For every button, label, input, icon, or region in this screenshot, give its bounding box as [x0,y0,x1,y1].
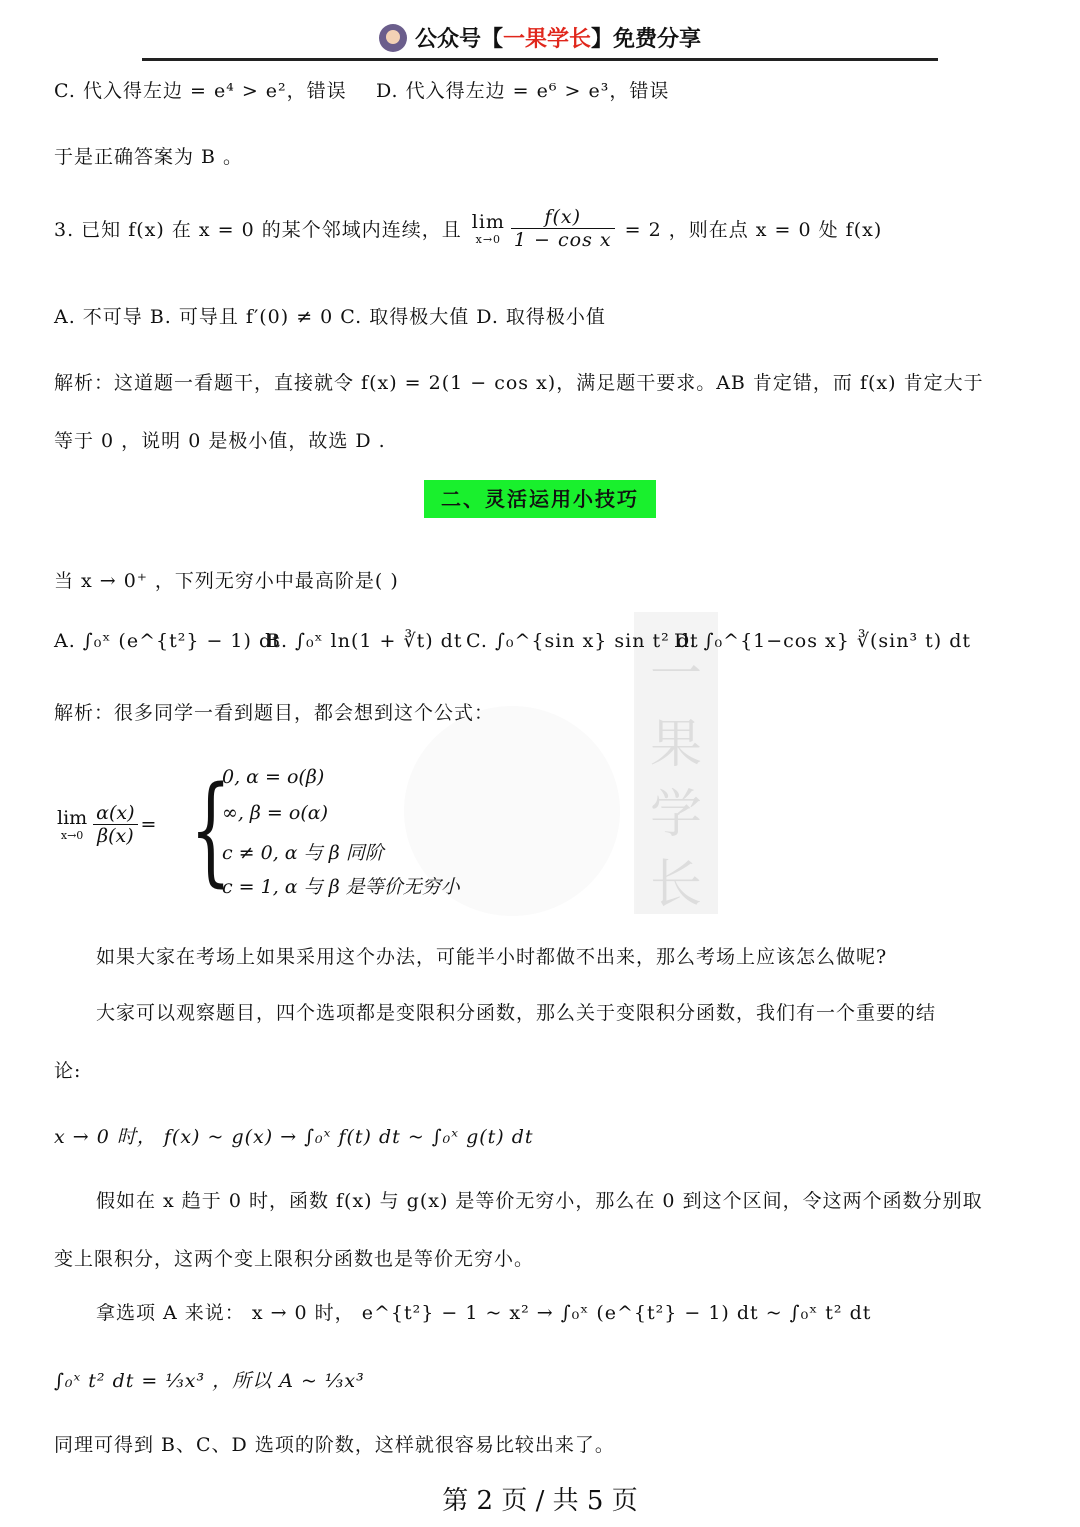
formula-left: lim x→0 $\frac{\alpha(x)}{\beta(x)}$ = [57,802,157,847]
header-lbracket: 【 [480,27,503,52]
formula-numerator: α(x) [93,802,137,825]
paragraph-5: ∫₀ˣ t² dt = ⅓x³ ，所以 A ~ ⅓x³ [54,1370,365,1392]
paragraph-1: 如果大家在考场上如果采用这个办法，可能半小时都做不出来，那么考场上应该怎么做呢? [96,946,888,968]
q3-lim-sub: x→0 [475,233,502,246]
q3-denominator: 1 − cos x [513,229,612,251]
q3-lim-word: lim [471,211,505,233]
q3-options: A. 不可导 B. 可导且 f′(0) ≠ 0 C. 取得极大值 D. 取得极小值 [54,306,606,328]
q3-numerator: f(x) [511,206,615,229]
paragraph-3-cont: 变上限积分，这两个变上限积分函数也是等价无穷小。 [54,1248,535,1270]
q4-option-b: B. ∫₀ˣ ln(1 + ∛t) dt [266,630,463,652]
analysis-line-2: 等于 0 ，说明 0 是极小值，故选 D . [54,430,386,452]
conclusion-formula: x → 0 时， f(x) ~ g(x) → ∫₀ˣ f(t) dt ~ ∫₀ˣ g(t) dt [54,1126,534,1148]
option-c-line: C. 代入得左边 = e⁴ > e²，错误 [54,80,347,102]
question-3 [54,206,882,251]
case-1: 0, α = o(β) [222,766,325,788]
header-rbracket: 】 [591,27,614,52]
paragraph-3: 假如在 x 趋于 0 时，函数 f(x) 与 g(x) 是等价无穷小，那么在 0 到这个区间，令这两个函数分别取 [96,1190,983,1212]
paragraph-2-cont: 论: [54,1060,82,1082]
header-prefix: 公众号 [414,27,481,52]
avatar-icon [379,24,407,52]
formula-lim-sub: x→0 [60,829,84,842]
option-d-line: D. 代入得左边 = e⁶ > e³，错误 [376,80,670,102]
q3-limit [472,211,505,246]
watermark-panel [634,612,718,914]
watermark-char: 学 [649,785,702,845]
formula-brace: { [190,760,232,898]
header-divider [142,58,938,61]
page-header [0,22,1080,53]
formula-denominator: β(x) [97,825,134,847]
case-4: c = 1, α 与 β 是等价无穷小 [222,876,460,898]
paragraph-2: 大家可以观察题目，四个选项都是变限积分函数，那么关于变限积分函数，我们有一个重要的结 [96,1002,937,1024]
analysis-line-3: 解析：很多同学一看到题目，都会想到这个公式： [54,702,495,724]
case-3: c ≠ 0, α 与 β 同阶 [222,842,384,864]
section-title: 二、灵活运用小技巧 [424,480,656,518]
q4-option-d: D. ∫₀^{1−cos x} ∛(sin³ t) dt [674,630,972,652]
watermark-char: 长 [649,855,702,915]
watermark-char: 一 [649,645,702,705]
formula-fraction [93,802,137,847]
formula-lim-word: lim [57,807,88,829]
paragraph-6: 同理可得到 B、C、D 选项的阶数，这样就很容易比较出来了。 [54,1434,615,1456]
header-suffix: 免费分享 [613,27,702,52]
q4-option-c: C. ∫₀^{sin x} sin t² dt [466,630,699,652]
page-footer: 第 2 页 / 共 5 页 [442,1486,638,1516]
formula-limit [57,807,87,842]
paragraph-4: 拿选项 A 来说： x → 0 时， e^{t²} − 1 ~ x² → ∫₀ˣ (e^{t²} − 1) dt ~ ∫₀ˣ t² dt [96,1302,872,1324]
case-2: ∞, β = o(α) [222,802,328,824]
q3-text: 3. 已知 f(x) 在 x = 0 的某个邻域内连续，且 [54,219,462,241]
q4-option-a: A. ∫₀ˣ (e^{t²} − 1) dt [54,630,281,652]
q3-text-post: = 2 ，则在点 x = 0 处 f(x) [624,219,883,241]
watermark-char: 果 [649,715,702,775]
question-4: 当 x → 0⁺ ，下列无穷小中最高阶是( ) [54,570,399,592]
analysis-line-1: 解析：这道题一看题干，直接就令 f(x) = 2(1 − cos x)，满足题干要求。AB 肯定错，而 f(x) 肯定大于 [54,372,984,394]
answer-b-line: 于是正确答案为 B 。 [54,146,244,168]
q3-fraction [511,206,615,251]
header-brand: 一果学长 [502,27,591,52]
